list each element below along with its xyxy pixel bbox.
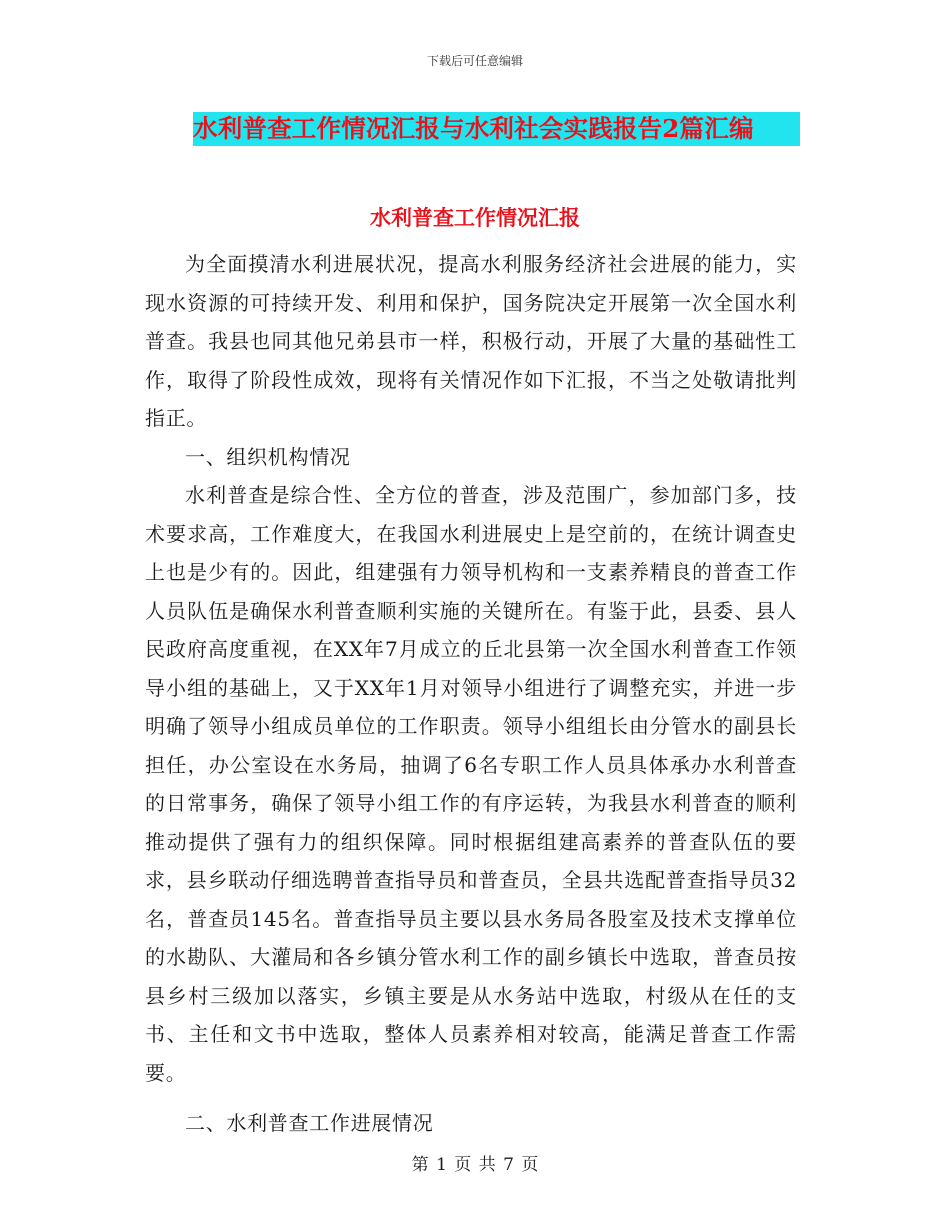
document-title: 水利普查工作情况汇报与水利社会实践报告2篇汇编 bbox=[193, 112, 800, 146]
heading-organization: 一、组织机构情况 bbox=[185, 444, 351, 469]
intro-paragraph: 为全面摸清水利进展状况，提高水利服务经济社会进展的能力，实现水资源的可持续开发、利用和保护，国务院决定开展第一次全国水利普查。我县也同其他兄弟县市一样，积极行动，开展了大量的基础性工作，取得了阶段性成效，现将有关情况作如下汇报，不当之处敬请批判指正。 bbox=[145, 252, 797, 430]
heading-progress: 二、水利普查工作进展情况 bbox=[185, 1111, 434, 1135]
section-title: 水利普查工作情况汇报 bbox=[370, 205, 580, 230]
page-header-note: 下载后可任意编辑 bbox=[426, 54, 523, 68]
page-number-footer: 第 1 页 共 7 页 bbox=[411, 1155, 539, 1175]
document-body bbox=[145, 245, 797, 1143]
organization-paragraph: 水利普查是综合性、全方位的普查，涉及范围广，参加部门多，技术要求高，工作难度大，在我国水利进展史上是空前的，在统计调查史上也是少有的。因此，组建强有力领导机构和一支素养精良的普查工作人员队伍是确保水利普查顺利实施的关键所在。有鉴于此，县委、县人民政府高度重视，在XX年7月成立的丘北县第一次全国水利普查工作领导小组的基础上，又于XX年1月对领导小组进行了调整充实，并进一步明确了领导小组成员单位的工作职责。领导小组组长由分管水的副县长担任，办公室设在水务局，抽调了6名专职工作人员具体承办水利普查的日常事务，确保了领导小组工作的有序运转，为我县水利普查的顺利推动提供了强有力的组织保障。同时根据组建高素养的普查队伍的要求，县乡联动仔细选聘普查指导员和普查员，全县共选配普查指导员32名，普查员145名。普查指导员主要以县水务局各股室及技术支撑单位的水勘队、大灌局和各乡镇分管水利工作的副乡镇长中选取，普查员按县乡村三级加以落实，乡镇主要是从水务站中选取，村级从在任的支书、主任和文书中选取，整体人员素养相对较高，能满足普查工作需要。 bbox=[145, 483, 797, 1085]
